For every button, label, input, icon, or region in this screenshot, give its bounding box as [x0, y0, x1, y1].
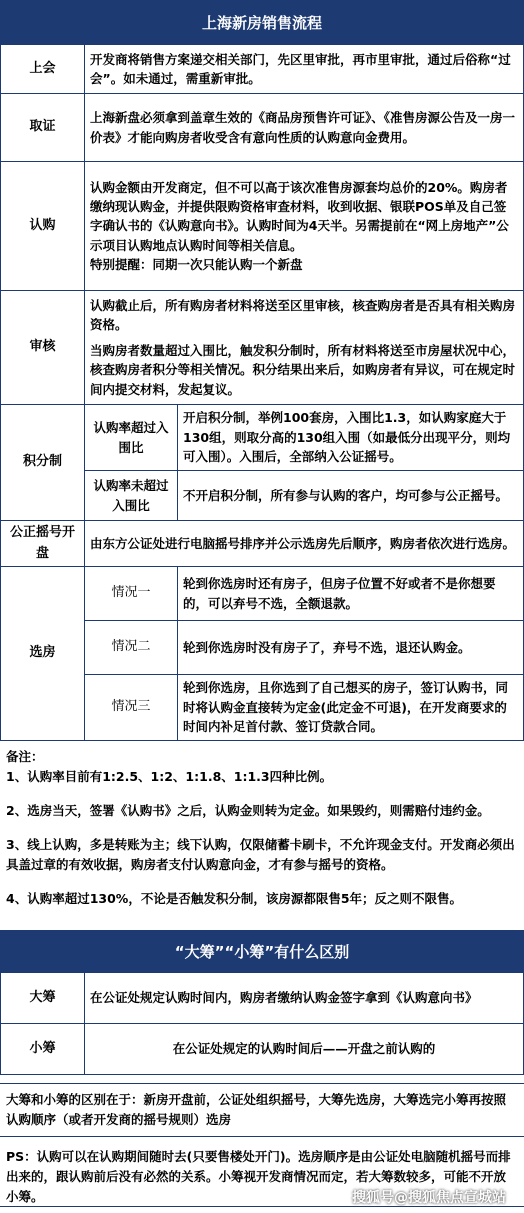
summary-text: 大筹和小筹的区别在于：新房开盘前，公证处组织摇号，大筹先选房，大筹选完小筹再按照认购顺序（或者开发商的摇号规则）选房	[6, 1092, 507, 1127]
note-item: 4、认购率超过130%，不论是否触发积分制，该房源都限售5年；反之则不限售。	[6, 891, 463, 906]
table-row	[1, 973, 524, 1024]
row-label: 公正摇号开盘	[1, 521, 85, 567]
sub-label: 认购率超过入围比	[85, 405, 178, 471]
row-text: 轮到你选房，且你选到了自己想买的房子，签订认购书，同时将认购金直接转为定金(此定金不可退)，在开发商要求的时间内补足首付款、签订贷款合同。	[178, 675, 524, 741]
row-text: 在公证处规定的认购时间后——开盘之前认购的	[85, 1024, 524, 1075]
process-table	[0, 44, 524, 741]
section-2	[0, 930, 524, 1207]
row-label: 审核	[1, 291, 85, 405]
section-title	[0, 930, 524, 972]
watermark: 搜狐号@搜狐焦点宣城站	[352, 1190, 506, 1206]
row-label: 认购	[1, 162, 85, 291]
sub-label: 认购率未超过入围比	[85, 471, 178, 521]
row-text: 轮到你选房时还有房子，但房子位置不好或者不是你想要的，可以弃号不选，全额退款。	[178, 567, 524, 621]
row-label: 取证	[1, 94, 85, 162]
special-note: 特别提醒：同期一次只能认购一个新盘	[90, 257, 303, 273]
note-item: 1、认购率目前有1:2.5、1:2、1:1.8、1:1.3四种比例。	[6, 769, 333, 784]
row-label: 上会	[1, 45, 85, 94]
row-text: 开启积分制，举例100套房，入围比1.3，如认购家庭大于130组，则取分高的130组入围（如最低分出现平分，则均可入围）。入围后，全部纳入公证摇号。	[178, 405, 524, 471]
ps-text: PS：认购可以在认购期间随时去(只要售楼处开门)。选房顺序是由公证处电脑随机摇号而排出来的，跟认购前后没有必然的关系。小筹视开发商情况而定，若大筹数较多，可能不开放小筹。	[6, 1149, 511, 1204]
table-row	[1, 45, 524, 94]
row-text	[85, 162, 524, 291]
table-row	[1, 94, 524, 162]
table-row	[1, 405, 524, 471]
table-row	[1, 1024, 524, 1075]
table-row	[1, 162, 524, 291]
row-label: 小筹	[1, 1024, 85, 1075]
row-paragraph: 认购金额由开发商定，但不可以高于该次准售房源套均总价的20%。购房者缴纳现认购金，并提供限购资格审查材料，收到收据、银联POS单及自己签字确认书的《认购意向书》。认购时间为4天半。另需提前在“网上房地产”公示项目认购地点认购时间等相关信息。	[90, 179, 509, 253]
row-label: 大筹	[1, 973, 85, 1024]
table-row	[1, 567, 524, 621]
row-text: 开发商将销售方案递交相关部门，先区里审批，再市里审批，通过后俗称“过会”。如未通过，需重新审批。	[85, 45, 524, 94]
row-label: 积分制	[1, 405, 85, 521]
sub-label: 情况二	[85, 621, 178, 675]
section-title-text: “大筹”“小筹”有什么区别	[174, 942, 350, 961]
row-text: 由东方公证处进行电脑摇号排序并公示选房先后顺序，购房者依次进行选房。	[85, 521, 524, 567]
table-row	[1, 521, 524, 567]
sub-label: 情况三	[85, 675, 178, 741]
notes	[0, 741, 524, 909]
note-item: 2、选房当天，签署《认购书》之后，认购金则转为定金。如果毁约，则需赔付违约金。	[6, 803, 490, 818]
row-text: 轮到你选房时没有房子了，弃号不选，退还认购金。	[178, 621, 524, 675]
row-text: 在公证处规定认购时间内，购房者缴纳认购金签字拿到《认购意向书》	[85, 973, 524, 1024]
notes-heading: 备注：	[6, 749, 44, 764]
row-paragraph: 当购房者数量超过入围比，触发积分制时，所有材料将送至市房屋状况中心，核查购房者积分等相关情况。积分结果出来后，如购房者有异议，可在规定时间内提交材料，发起复议。	[90, 342, 516, 397]
row-text	[85, 291, 524, 405]
section-title	[0, 0, 524, 44]
row-paragraph: 认购截止后，所有购房者材料将送至区里审核，核查购房者是否具有相关购房资格。	[90, 298, 516, 333]
section-title-text: 上海新房销售流程	[201, 13, 322, 32]
note-item: 3、线上认购，多是转账为主；线下认购，仅限储蓄卡刷卡，不允许现金支付。开发商必须出具盖过章的有效收据，购房者支付认购意向金，才有参与摇号的资格。	[6, 837, 515, 872]
summary-box	[0, 1083, 524, 1137]
row-text: 上海新盘必须拿到盖章生效的《商品房预售许可证》、《准售房源公告及一房一价表》才能向购房者收受含有意向性质的认购意向金费用。	[85, 94, 524, 162]
comparison-table	[0, 972, 524, 1075]
table-row	[1, 291, 524, 405]
row-text: 不开启积分制，所有参与认购的客户，均可参与公正摇号。	[178, 471, 524, 521]
sub-label: 情况一	[85, 567, 178, 621]
row-label: 选房	[1, 567, 85, 741]
